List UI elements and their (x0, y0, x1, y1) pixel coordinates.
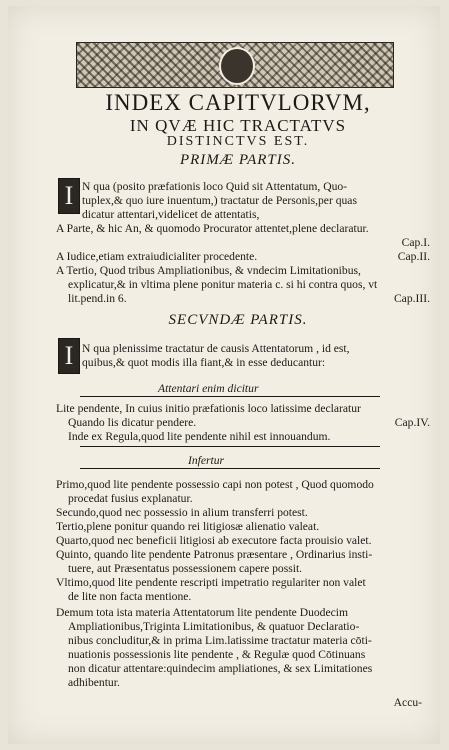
divider (80, 468, 380, 469)
list-item: de lite non facta mentione. (68, 590, 192, 603)
text-line: Quando lis dicatur pendere. (68, 416, 197, 429)
title-line-3: DISTINCTVS EST. (166, 134, 310, 149)
chapter-ref: Cap.I. (401, 236, 430, 249)
text-line: Demum tota ista materia Attentatorum lite pendente Duodecim (56, 606, 349, 619)
list-item: Tertio,plene ponitur quando rei litigiosæ alienatio valeat. (56, 520, 320, 533)
text-line: N qua (posito præfationis loco Quid sit Attentatum, Quo- (82, 180, 348, 193)
text-line: Ampliationibus,Triginta Limitationibus, & quatuor Declaratio- (68, 620, 360, 633)
text-line: explicatur,& in vltima plene ponitur materia c. si hi contra quos, vt (68, 278, 378, 291)
chapter-ref: Cap.IV. (394, 416, 430, 429)
mask-ornament (219, 47, 255, 85)
text-line: tuplex,& quo iure inuentum,) tractatur de Personis,per quas (82, 194, 357, 207)
text-line: lit.pend.in 6. (68, 292, 127, 305)
text-line: quibus,& quot modis illa fiant,& in esse deducantur: (82, 356, 326, 369)
text-line: adhibentur. (68, 676, 120, 689)
list-item: Secundo,quod nec possessio in alium transferri potest. (56, 506, 308, 519)
subheading: Attentari enim dicitur (158, 382, 259, 395)
divider (80, 396, 380, 397)
text-line: non dicatur attentare:quindecim ampliationes, & sex Limitationes (68, 662, 373, 675)
list-item: Primo,quod lite pendente possessio capi non potest , Quod quomodo (56, 478, 374, 491)
list-item: procedat fusius explanatur. (68, 492, 193, 505)
part1-heading: PRIMÆ PARTIS. (179, 152, 297, 168)
list-item: tuere, aut Præsentatus possessionem capere possit. (68, 562, 303, 575)
text-line: A Parte, & hic An, & quomodo Procurator attentet,plene declaratur. (56, 222, 369, 235)
title-line-2: IN QVÆ HIC TRACTATVS (129, 116, 347, 135)
catchword: Accu- (393, 696, 422, 709)
text-line: Inde ex Regula,quod lite pendente nihil est innouandum. (68, 430, 331, 443)
drop-cap-initial: I (58, 338, 80, 374)
text-line: nuationis possessionis lite pendente , & Regulæ quod Cōtinuans (68, 648, 366, 661)
divider (80, 446, 380, 447)
list-item: Quinto, quando lite pendente Patronus præsentare , Ordinarius insti- (56, 548, 373, 561)
book-page (8, 6, 440, 744)
text-line: N qua plenissime tractatur de causis Attentatorum , id est, (82, 342, 350, 355)
chapter-ref: Cap.II. (397, 250, 430, 263)
text-line: dicatur attentari,videlicet de attentatis, (82, 208, 260, 221)
text-line: A Tertio, Quod tribus Ampliationibus, & vndecim Limitationibus, (56, 264, 361, 277)
chapter-ref: Cap.III. (393, 292, 430, 305)
subheading: Infertur (188, 454, 225, 467)
text-line: Lite pendente, In cuius initio præfationis loco latissime declaratur (56, 402, 361, 415)
list-item: Quarto,quod nec beneficii litigiosi ab executore facta prouisio valet. (56, 534, 372, 547)
list-item: Vltimo,quod lite pendente rescripti impetratio regulariter non valet (56, 576, 366, 589)
text-line: A Iudice,etiam extraiudicialiter procedente. (56, 250, 258, 263)
drop-cap-initial: I (58, 178, 80, 214)
text-line: nibus concluditur,& in prima Lim.latissime tractatur materia cōti- (68, 634, 372, 647)
part2-heading: SECVNDÆ PARTIS. (168, 312, 308, 328)
headpiece-ornament (76, 42, 394, 88)
title-line-1: INDEX CAPITVLORVM, (105, 90, 371, 115)
